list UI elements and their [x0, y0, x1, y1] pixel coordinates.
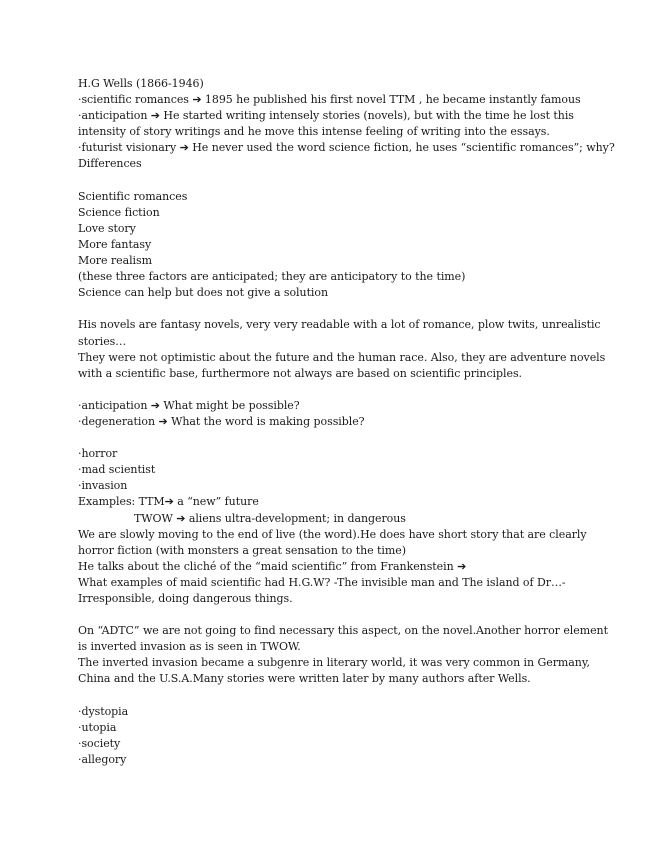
- spacer: [78, 301, 598, 317]
- comparison-line: More realism: [78, 254, 152, 268]
- horror-line: We are slowly moving to the end of live (the word).He does have short story that are clearly: [78, 527, 587, 541]
- novels-line: with a scientific base, furthermore not always are based on scientific principles.: [78, 366, 522, 380]
- comparison-line: More fantasy: [78, 237, 152, 251]
- horror-list-item: ·mad scientist: [78, 463, 156, 477]
- adtc-line: China and the U.S.A.Many stories were written later by many authors after Wells.: [78, 672, 531, 686]
- intro-line: ·futurist visionary ➔ He never used the word science fiction, he uses “scientific romances”; why?: [78, 141, 615, 155]
- document-body: [78, 76, 615, 768]
- comparison-line: Science fiction: [78, 205, 160, 219]
- theme-line: ·degeneration ➔ What the word is making possible?: [78, 414, 365, 428]
- final-list-item: ·society: [78, 736, 121, 750]
- horror-line: He talks about the cliché of the “maid scientific” from Frankenstein ➔: [78, 559, 467, 573]
- comparison-line: (these three factors are anticipated; they are anticipatory to the time): [78, 270, 466, 284]
- horror-line: Irresponsible, doing dangerous things.: [78, 592, 293, 605]
- novels-line: They were not optimistic about the future and the human race. Also, they are adventure novels: [78, 350, 606, 364]
- horror-list-item: ·invasion: [78, 479, 128, 493]
- final-list-item: ·dystopia: [78, 704, 129, 718]
- comparison-line: Love story: [78, 221, 136, 235]
- document-heading: H.G Wells (1866-1946): [78, 77, 204, 90]
- intro-line: ·scientific romances ➔ 1895 he published his first novel TTM , he became instantly famous: [78, 93, 581, 107]
- spacer: [78, 607, 598, 623]
- adtc-line: On “ADTC” we are not going to find necessary this aspect, on the novel.Another horror element: [78, 624, 608, 638]
- spacer: [78, 688, 598, 704]
- final-list-item: ·utopia: [78, 720, 117, 734]
- comparison-line: Scientific romances: [78, 189, 188, 203]
- novels-line: His novels are fantasy novels, very very readable with a lot of romance, plow twits, unrealistic: [78, 318, 601, 332]
- examples-label: Examples: TTM➔ a “new” future: [78, 495, 259, 509]
- adtc-line: is inverted invasion as is seen in TWOW.: [78, 640, 301, 654]
- theme-line: ·anticipation ➔ What might be possible?: [78, 398, 300, 412]
- comparison-line: Science can help but does not give a solution: [78, 286, 329, 300]
- horror-line: horror fiction (with monsters a great sensation to the time): [78, 543, 406, 557]
- horror-list-item: ·horror: [78, 447, 118, 461]
- adtc-line: The inverted invasion became a subgenre in literary world, it was very common in Germany,: [78, 656, 590, 670]
- spacer: [78, 173, 598, 189]
- horror-line: What examples of maid scientific had H.G.W? -The invisible man and The island of Dr…-: [78, 575, 566, 589]
- final-list-item: ·allegory: [78, 752, 127, 766]
- spacer: [78, 430, 598, 446]
- intro-line: ·anticipation ➔ He started writing intensely stories (novels), but with the time he lost this: [78, 109, 574, 123]
- intro-line: intensity of story writings and he move this intense feeling of writing into the essays.: [78, 125, 550, 139]
- intro-line: Differences: [78, 157, 142, 171]
- examples-indent: TWOW ➔ aliens ultra-development; in dangerous: [134, 511, 406, 525]
- spacer: [78, 382, 598, 398]
- novels-line: stories…: [78, 334, 127, 348]
